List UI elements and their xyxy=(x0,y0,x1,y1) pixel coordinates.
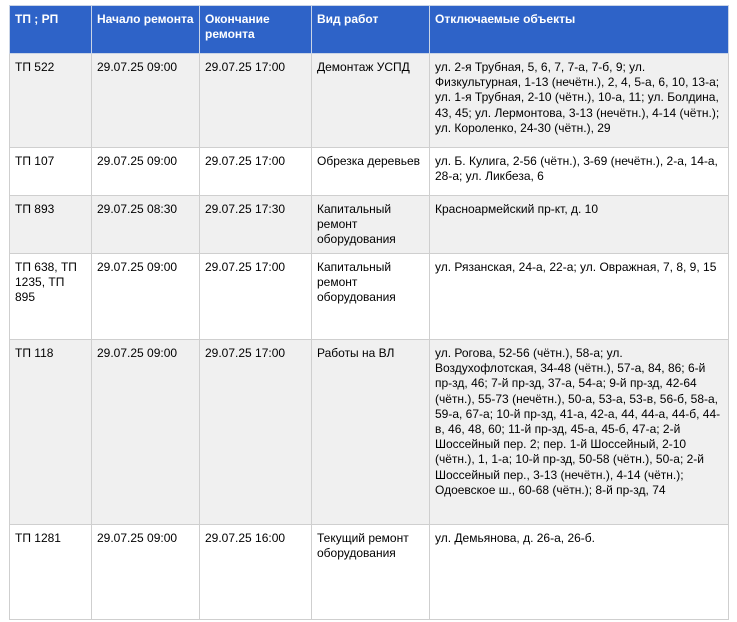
station-cell: ТП 1281 xyxy=(10,525,92,620)
header-work-type: Вид работ xyxy=(312,6,430,54)
table-row xyxy=(10,148,729,196)
work-type-cell: Работы на ВЛ xyxy=(312,340,430,525)
header-station: ТП ; РП xyxy=(10,6,92,54)
start-cell: 29.07.25 09:00 xyxy=(92,254,200,340)
table-row xyxy=(10,54,729,148)
start-cell: 29.07.25 08:30 xyxy=(92,196,200,254)
table-row xyxy=(10,196,729,254)
start-cell: 29.07.25 09:00 xyxy=(92,340,200,525)
end-cell: 29.07.25 17:00 xyxy=(200,148,312,196)
end-cell: 29.07.25 17:00 xyxy=(200,254,312,340)
work-type-cell: Текущий ремонт оборудования xyxy=(312,525,430,620)
objects-cell: ул. Демьянова, д. 26-а, 26-б. xyxy=(430,525,729,620)
end-cell: 29.07.25 17:00 xyxy=(200,54,312,148)
start-cell: 29.07.25 09:00 xyxy=(92,54,200,148)
objects-cell: Красноармейский пр-кт, д. 10 xyxy=(430,196,729,254)
header-end: Окончание ремонта xyxy=(200,6,312,54)
station-cell: ТП 893 xyxy=(10,196,92,254)
header-start: Начало ремонта xyxy=(92,6,200,54)
objects-cell: ул. 2-я Трубная, 5, 6, 7, 7-а, 7-б, 9; ул. Физкультурная, 1-13 (нечётн.), 2, 4, 5-а, 6, 10, 13-а; ул. 1-я Трубная, 2-10 (чётн.), 10-а, 11; ул. Болдина, 43, 45; ул. Лермонтова, 3-13 (нечётн.), 4-14 (чётн.); ул. Короленко, 24-30 (чётн.), 29 xyxy=(430,54,729,148)
header-row xyxy=(10,6,729,54)
station-cell: ТП 522 xyxy=(10,54,92,148)
table-header xyxy=(10,6,729,54)
end-cell: 29.07.25 17:00 xyxy=(200,340,312,525)
objects-cell: ул. Рогова, 52-56 (чётн.), 58-а; ул. Воздухофлотская, 34-48 (чётн.), 57-а, 84, 86; 6-й пр-зд, 46; 7-й пр-зд, 37-а, 54-а; 9-й пр-зд, 42-64 (чётн.), 55-73 (нечётн.), 50-а, 53-а, 53-в, 56-б, 58-а, 59-а, 67-а; 10-й пр-зд, 41-а, 42-а, 44, 44-а, 44-б, 44-в, 46, 48, 60; 11-й пр-зд, 45-а, 45-б, 47-а; 2-й Шоссейный пер. 2; пер. 1-й Шоссейный, 2-10 (чётн.), 1, 1-а; 10-й пр-зд, 50-58 (чётн.), 50-а; 2-й Шоссейный пер., 3-13 (нечётн.), 4-14 (чётн.); Одоевское ш., 60-68 (чётн.); 8-й пр-зд, 74 xyxy=(430,340,729,525)
work-type-cell: Демонтаж УСПД xyxy=(312,54,430,148)
table-body xyxy=(10,54,729,620)
start-cell: 29.07.25 09:00 xyxy=(92,525,200,620)
table-row xyxy=(10,254,729,340)
start-cell: 29.07.25 09:00 xyxy=(92,148,200,196)
header-objects: Отключаемые объекты xyxy=(430,6,729,54)
work-type-cell: Капитальный ремонт оборудования xyxy=(312,254,430,340)
end-cell: 29.07.25 16:00 xyxy=(200,525,312,620)
objects-cell: ул. Б. Кулига, 2-56 (чётн.), 3-69 (нечётн.), 2-а, 14-а, 28-а; ул. Ликбеза, 6 xyxy=(430,148,729,196)
station-cell: ТП 118 xyxy=(10,340,92,525)
work-type-cell: Обрезка деревьев xyxy=(312,148,430,196)
objects-cell: ул. Рязанская, 24-а, 22-а; ул. Овражная, 7, 8, 9, 15 xyxy=(430,254,729,340)
end-cell: 29.07.25 17:30 xyxy=(200,196,312,254)
station-cell: ТП 107 xyxy=(10,148,92,196)
station-cell: ТП 638, ТП 1235, ТП 895 xyxy=(10,254,92,340)
outage-schedule-table xyxy=(9,5,729,620)
work-type-cell: Капитальный ремонт оборудования xyxy=(312,196,430,254)
table-row xyxy=(10,525,729,620)
table-row xyxy=(10,340,729,525)
